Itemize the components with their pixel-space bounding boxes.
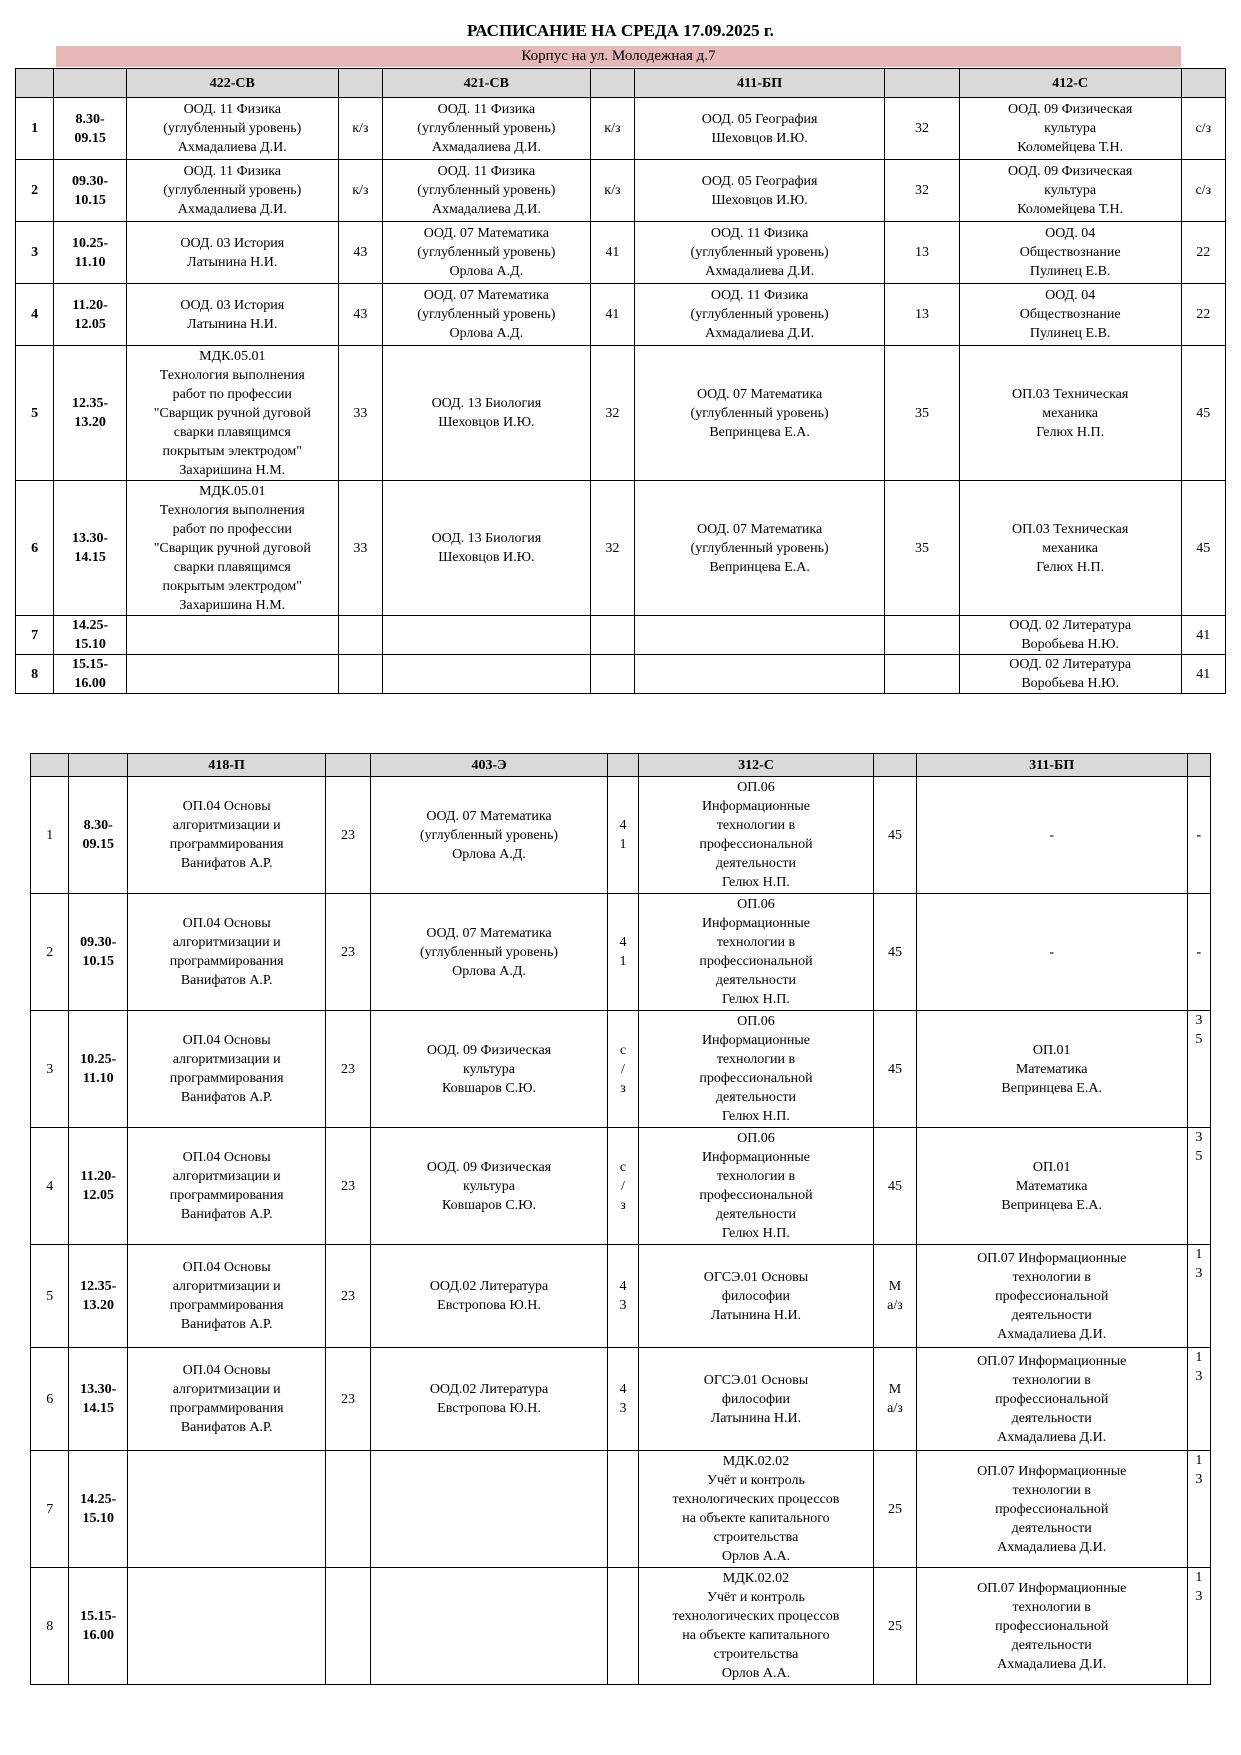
subject-cell: ОП.03 Техническая механика Гелюх Н.П. (959, 346, 1181, 481)
subject-cell: ООД. 03 История Латынина Н.И. (126, 284, 338, 346)
subject-cell: ООД. 11 Физика (углубленный уровень) Ахмадалиева Д.И. (126, 160, 338, 222)
room-cell: 41 (1181, 616, 1225, 655)
room-cell: 32 (590, 481, 634, 616)
lesson-time: 10.25- 11.10 (54, 222, 127, 284)
subject-cell: ООД.02 Литература Евстропова Ю.Н. (370, 1348, 608, 1451)
subject-cell: ООД. 02 Литература Воробьева Н.Ю. (959, 616, 1181, 655)
table-row (31, 1451, 1211, 1568)
table-row (16, 346, 1226, 481)
lesson-time: 13.30- 14.15 (69, 1348, 128, 1451)
page-title: РАСПИСАНИЕ НА СРЕДА 17.09.2025 г. (467, 21, 774, 40)
lesson-time: 13.30- 14.15 (54, 481, 127, 616)
subject-cell: ООД. 04 Обществознание Пулинец Е.В. (959, 222, 1181, 284)
room-cell: 41 (590, 284, 634, 346)
lesson-number: 6 (31, 1348, 69, 1451)
room-cell (338, 616, 382, 655)
table-row (31, 1128, 1211, 1245)
lesson-time: 12.35- 13.20 (54, 346, 127, 481)
room-cell: 23 (326, 1011, 370, 1128)
room-cell: с/з (1181, 160, 1225, 222)
subject-cell: ООД. 11 Физика (углубленный уровень) Ахмадалиева Д.И. (383, 98, 591, 160)
room-cell: 1 3 (1187, 1245, 1210, 1348)
group-header: 418-П (128, 754, 326, 777)
subject-cell (128, 1451, 326, 1568)
room-cell (590, 616, 634, 655)
room-cell: 1 3 (1187, 1568, 1210, 1685)
room-cell: 23 (326, 1245, 370, 1348)
room-cell: 13 (885, 222, 960, 284)
room-cell: к/з (590, 160, 634, 222)
room-cell: М а/з (874, 1245, 916, 1348)
room-cell: 25 (874, 1451, 916, 1568)
lesson-time: 12.35- 13.20 (69, 1245, 128, 1348)
subject-cell: ООД. 11 Физика (углубленный уровень) Ахмадалиева Д.И. (635, 222, 885, 284)
room-header (1187, 754, 1210, 777)
room-cell: 45 (874, 1128, 916, 1245)
subject-cell: ОГСЭ.01 Основы философии Латынина Н.И. (638, 1348, 874, 1451)
subject-cell: ООД. 07 Математика (углубленный уровень) Орлова А.Д. (383, 222, 591, 284)
room-cell: 4 3 (608, 1245, 638, 1348)
room-cell (338, 655, 382, 694)
table-row (16, 98, 1226, 160)
room-cell: - (1187, 894, 1210, 1011)
group-header: 422-СВ (126, 69, 338, 98)
header-row (16, 69, 1226, 98)
room-header (338, 69, 382, 98)
subject-cell (126, 616, 338, 655)
room-cell: с / з (608, 1128, 638, 1245)
room-cell: 22 (1181, 222, 1225, 284)
subject-cell: ОП.06 Информационные технологии в профессиональной деятельности Гелюх Н.П. (638, 777, 874, 894)
subject-cell: ООД. 11 Физика (углубленный уровень) Ахмадалиева Д.И. (635, 284, 885, 346)
subject-cell: ОП.06 Информационные технологии в профессиональной деятельности Гелюх Н.П. (638, 894, 874, 1011)
subject-cell: ОП.01 Математика Вепринцева Е.А. (916, 1011, 1187, 1128)
room-cell: 1 3 (1187, 1348, 1210, 1451)
subject-cell: ООД. 05 География Шеховцов И.Ю. (635, 98, 885, 160)
lesson-number: 5 (16, 346, 54, 481)
group-header: 412-С (959, 69, 1181, 98)
room-cell: к/з (590, 98, 634, 160)
table-row (16, 222, 1226, 284)
room-cell (608, 1568, 638, 1685)
room-cell: 23 (326, 777, 370, 894)
subject-cell: ООД. 09 Физическая культура Коломейцева Т.Н. (959, 160, 1181, 222)
room-header (1181, 69, 1225, 98)
lesson-time: 14.25- 15.10 (69, 1451, 128, 1568)
table-row (31, 1245, 1211, 1348)
room-header (885, 69, 960, 98)
room-cell: 35 (885, 481, 960, 616)
room-cell: 45 (874, 1011, 916, 1128)
lesson-time: 10.25- 11.10 (69, 1011, 128, 1128)
lesson-number: 1 (16, 98, 54, 160)
subject-cell: ОП.07 Информационные технологии в профессиональной деятельности Ахмадалиева Д.И. (916, 1245, 1187, 1348)
subject-cell (370, 1451, 608, 1568)
header-time (69, 754, 128, 777)
subject-cell: ООД. 05 География Шеховцов И.Ю. (635, 160, 885, 222)
lesson-time: 8.30- 09.15 (69, 777, 128, 894)
room-cell: с/з (1181, 98, 1225, 160)
lesson-number: 4 (31, 1128, 69, 1245)
room-cell (326, 1568, 370, 1685)
table-row (31, 1348, 1211, 1451)
subject-cell: ООД. 11 Физика (углубленный уровень) Ахмадалиева Д.И. (126, 98, 338, 160)
room-cell: 45 (1181, 346, 1225, 481)
room-cell: 1 3 (1187, 1451, 1210, 1568)
room-cell (608, 1451, 638, 1568)
subject-cell: МДК.02.02 Учёт и контроль технологических процессов на объекте капитального строительства Орлов А.А. (638, 1568, 874, 1685)
subject-cell (370, 1568, 608, 1685)
room-cell: 33 (338, 481, 382, 616)
table-row (31, 894, 1211, 1011)
lesson-time: 14.25- 15.10 (54, 616, 127, 655)
lesson-time: 11.20- 12.05 (69, 1128, 128, 1245)
subject-cell: ОП.04 Основы алгоритмизации и программирования Ванифатов А.Р. (128, 1348, 326, 1451)
subject-cell (383, 655, 591, 694)
table-row (16, 160, 1226, 222)
group-header: 411-БП (635, 69, 885, 98)
room-cell: 23 (326, 1128, 370, 1245)
room-cell: 43 (338, 222, 382, 284)
subject-cell: ОГСЭ.01 Основы философии Латынина Н.И. (638, 1245, 874, 1348)
room-header (326, 754, 370, 777)
subject-cell: ООД. 03 История Латынина Н.И. (126, 222, 338, 284)
subject-cell (635, 616, 885, 655)
subject-cell: ОП.01 Математика Вепринцева Е.А. (916, 1128, 1187, 1245)
lesson-time: 09.30- 10.15 (69, 894, 128, 1011)
room-cell: 3 5 (1187, 1128, 1210, 1245)
group-header: 421-СВ (383, 69, 591, 98)
room-cell: 3 5 (1187, 1011, 1210, 1128)
subject-cell: ОП.06 Информационные технологии в профессиональной деятельности Гелюх Н.П. (638, 1128, 874, 1245)
subject-cell (126, 655, 338, 694)
room-cell: М а/з (874, 1348, 916, 1451)
room-cell: к/з (338, 160, 382, 222)
schedule-table-2 (30, 753, 1211, 1685)
subject-cell (635, 655, 885, 694)
room-cell: 41 (590, 222, 634, 284)
room-cell: 4 3 (608, 1348, 638, 1451)
subject-cell: ООД.02 Литература Евстропова Ю.Н. (370, 1245, 608, 1348)
room-header (608, 754, 638, 777)
subject-cell: ООД. 07 Математика (углубленный уровень) Орлова А.Д. (370, 777, 608, 894)
room-cell: к/з (338, 98, 382, 160)
subject-cell: МДК.05.01 Технология выполнения работ по профессии "Сварщик ручной дуговой сварки плавящимся покрытым электродом" Захаришина Н.М. (126, 346, 338, 481)
lesson-number: 3 (16, 222, 54, 284)
room-cell: 32 (590, 346, 634, 481)
lesson-number: 6 (16, 481, 54, 616)
room-cell: 35 (885, 346, 960, 481)
lesson-number: 8 (16, 655, 54, 694)
subject-cell: ООД. 09 Физическая культура Ковшаров С.Ю. (370, 1128, 608, 1245)
room-cell: 45 (874, 777, 916, 894)
subject-cell: ОП.07 Информационные технологии в профессиональной деятельности Ахмадалиева Д.И. (916, 1568, 1187, 1685)
subject-cell: ООД. 09 Физическая культура Ковшаров С.Ю. (370, 1011, 608, 1128)
lesson-time: 8.30- 09.15 (54, 98, 127, 160)
subject-cell: ОП.04 Основы алгоритмизации и программирования Ванифатов А.Р. (128, 1245, 326, 1348)
subject-cell: ОП.06 Информационные технологии в профессиональной деятельности Гелюх Н.П. (638, 1011, 874, 1128)
lesson-time: 15.15- 16.00 (69, 1568, 128, 1685)
table-row (16, 284, 1226, 346)
room-cell: - (1187, 777, 1210, 894)
room-cell: 4 1 (608, 894, 638, 1011)
table-row (31, 1568, 1211, 1685)
room-cell (590, 655, 634, 694)
room-header (590, 69, 634, 98)
room-cell: 23 (326, 894, 370, 1011)
subject-cell: ООД. 07 Математика (углубленный уровень) Вепринцева Е.А. (635, 481, 885, 616)
lesson-number: 8 (31, 1568, 69, 1685)
room-cell: 25 (874, 1568, 916, 1685)
subject-cell: ООД. 13 Биология Шеховцов И.Ю. (383, 346, 591, 481)
subject-cell: - (916, 777, 1187, 894)
subject-cell: ОП.04 Основы алгоритмизации и программирования Ванифатов А.Р. (128, 1128, 326, 1245)
subject-cell: - (916, 894, 1187, 1011)
room-cell (885, 616, 960, 655)
room-header (874, 754, 916, 777)
header-row (31, 754, 1211, 777)
table-row (16, 481, 1226, 616)
subject-cell: ООД. 02 Литература Воробьева Н.Ю. (959, 655, 1181, 694)
subject-cell: ОП.04 Основы алгоритмизации и программирования Ванифатов А.Р. (128, 777, 326, 894)
subject-cell (383, 616, 591, 655)
room-cell (885, 655, 960, 694)
room-cell: 41 (1181, 655, 1225, 694)
table-row (16, 655, 1226, 694)
room-cell: 4 1 (608, 777, 638, 894)
lesson-time: 15.15- 16.00 (54, 655, 127, 694)
subject-cell: ООД. 07 Математика (углубленный уровень) Орлова А.Д. (370, 894, 608, 1011)
lesson-number: 5 (31, 1245, 69, 1348)
room-cell (326, 1451, 370, 1568)
header-time (54, 69, 127, 98)
room-cell: 45 (874, 894, 916, 1011)
lesson-number: 2 (31, 894, 69, 1011)
lesson-number: 7 (16, 616, 54, 655)
room-cell: 13 (885, 284, 960, 346)
lesson-time: 09.30- 10.15 (54, 160, 127, 222)
table-row (31, 777, 1211, 894)
table-row (16, 616, 1226, 655)
campus-banner: Корпус на ул. Молодежная д.7 (56, 46, 1181, 67)
subject-cell: ООД. 11 Физика (углубленный уровень) Ахмадалиева Д.И. (383, 160, 591, 222)
header-num (16, 69, 54, 98)
room-cell: 45 (1181, 481, 1225, 616)
lesson-number: 3 (31, 1011, 69, 1128)
subject-cell: ООД. 07 Математика (углубленный уровень) Орлова А.Д. (383, 284, 591, 346)
subject-cell: ООД. 07 Математика (углубленный уровень) Вепринцева Е.А. (635, 346, 885, 481)
group-header: 312-С (638, 754, 874, 777)
subject-cell (128, 1568, 326, 1685)
lesson-number: 2 (16, 160, 54, 222)
room-cell: 32 (885, 160, 960, 222)
subject-cell: ОП.03 Техническая механика Гелюх Н.П. (959, 481, 1181, 616)
lesson-number: 1 (31, 777, 69, 894)
schedule-table-1 (15, 68, 1226, 694)
lesson-time: 11.20- 12.05 (54, 284, 127, 346)
group-header: 403-Э (370, 754, 608, 777)
room-cell: 32 (885, 98, 960, 160)
room-cell: 22 (1181, 284, 1225, 346)
room-cell: с / з (608, 1011, 638, 1128)
header-num (31, 754, 69, 777)
subject-cell: ОП.07 Информационные технологии в профессиональной деятельности Ахмадалиева Д.И. (916, 1451, 1187, 1568)
lesson-number: 4 (16, 284, 54, 346)
room-cell: 43 (338, 284, 382, 346)
group-header: 311-БП (916, 754, 1187, 777)
subject-cell: МДК.02.02 Учёт и контроль технологических процессов на объекте капитального строительства Орлов А.А. (638, 1451, 874, 1568)
table-row (31, 1011, 1211, 1128)
lesson-number: 7 (31, 1451, 69, 1568)
subject-cell: ООД. 13 Биология Шеховцов И.Ю. (383, 481, 591, 616)
subject-cell: ОП.07 Информационные технологии в профессиональной деятельности Ахмадалиева Д.И. (916, 1348, 1187, 1451)
room-cell: 23 (326, 1348, 370, 1451)
subject-cell: ООД. 04 Обществознание Пулинец Е.В. (959, 284, 1181, 346)
subject-cell: ООД. 09 Физическая культура Коломейцева Т.Н. (959, 98, 1181, 160)
room-cell: 33 (338, 346, 382, 481)
subject-cell: МДК.05.01 Технология выполнения работ по профессии "Сварщик ручной дуговой сварки плавящимся покрытым электродом" Захаришина Н.М. (126, 481, 338, 616)
subject-cell: ОП.04 Основы алгоритмизации и программирования Ванифатов А.Р. (128, 1011, 326, 1128)
subject-cell: ОП.04 Основы алгоритмизации и программирования Ванифатов А.Р. (128, 894, 326, 1011)
